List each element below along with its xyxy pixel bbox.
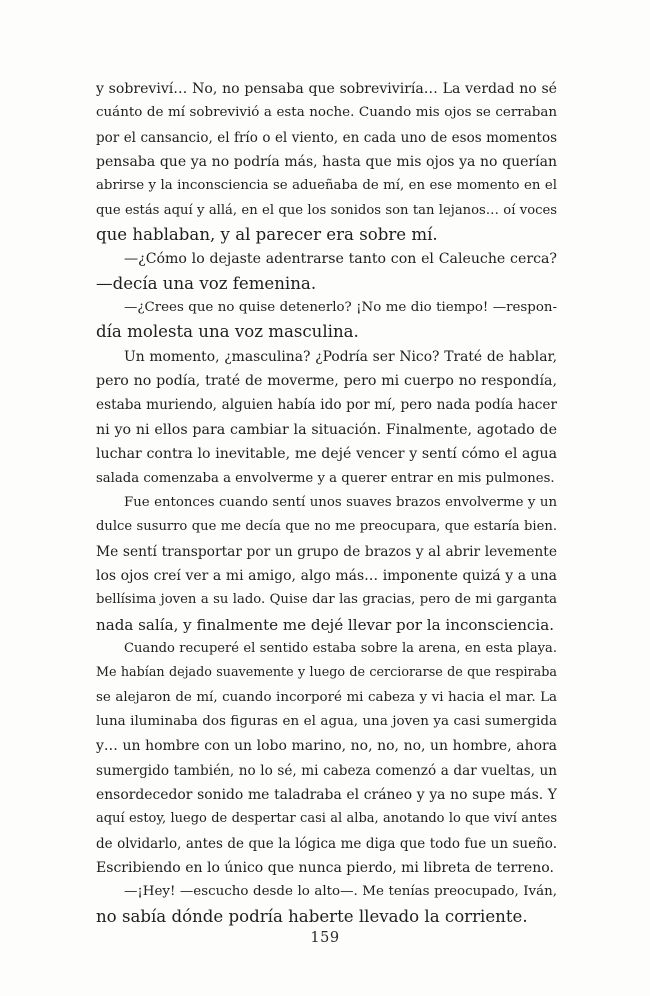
- text-line: no sabía dónde podría haberte llevado la corriente.: [96, 906, 528, 926]
- text-line: y… un hombre con un lobo marino, no, no, no, un hombre, ahora: [96, 738, 557, 755]
- text-line: luchar contra lo inevitable, me dejé vencer y sentí cómo el agua: [96, 446, 557, 463]
- text-line: estaba muriendo, alguien había ido por mí, pero nada podía hacer: [96, 397, 557, 414]
- text-line: Cuando recuperé el sentido estaba sobre la arena, en esta playa.: [124, 640, 557, 656]
- text-line: —¡Hey! —escucho desde lo alto—. Me tenías preocupado, Iván,: [124, 884, 557, 900]
- text-line: bellísima joven a su lado. Quise dar las gracias, pero de mi garganta: [96, 592, 557, 608]
- text-line: día molesta una voz masculina.: [96, 322, 359, 342]
- text-line: Escribiendo en lo único que nunca pierdo, mi libreta de terreno.: [96, 860, 554, 876]
- text-line: Me sentí transportar por un grupo de brazos y al abrir levemente: [96, 543, 557, 560]
- text-line: —¿Cómo lo dejaste adentrarse tanto con el Caleuche cerca?: [124, 251, 557, 268]
- text-line: —decía una voz femenina.: [96, 273, 317, 293]
- text-line: que hablaban, y al parecer era sobre mí.: [96, 225, 438, 245]
- text-line: luna iluminaba dos figuras en el agua, una joven ya casi sumergida: [96, 713, 557, 729]
- text-line: se alejaron de mí, cuando incorporé mi cabeza y vi hacia el mar. La: [96, 689, 557, 705]
- text-line: —¿Crees que no quise detenerlo? ¡No me dio tiempo! —respon-: [124, 300, 557, 316]
- text-line: que estás aquí y allá, en el que los sonidos son tan lejanos… oí voces: [96, 202, 557, 218]
- text-line: abrirse y la inconsciencia se adueñaba de mí, en ese momento en el: [96, 178, 557, 194]
- text-line: cuánto de mí sobrevivió a esta noche. Cuando mis ojos se cerraban: [96, 105, 557, 121]
- text-line: Fue entonces cuando sentí unos suaves brazos envolverme y un: [124, 494, 557, 510]
- text-line: Un momento, ¿masculina? ¿Podría ser Nico? Traté de hablar,: [124, 348, 557, 365]
- text-line: pero no podía, traté de moverme, pero mi cuerpo no respondía,: [96, 373, 557, 390]
- text-line: ni yo ni ellos para cambiar la situación. Finalmente, agotado de: [96, 421, 557, 438]
- text-line: pensaba que ya no podría más, hasta que mis ojos ya no querían: [96, 154, 557, 171]
- page-number: 159: [310, 930, 340, 946]
- text-line: sumergido también, no lo sé, mi cabeza comenzó a dar vueltas, un: [96, 762, 557, 779]
- text-line: los ojos creí ver a mi amigo, algo más… imponente quizá y a una: [96, 567, 557, 584]
- text-line: aquí estoy, luego de despertar casi al alba, anotando lo que viví antes: [96, 811, 557, 827]
- text-line: y sobreviví… No, no pensaba que sobreviviría… La verdad no sé: [96, 81, 557, 97]
- text-line: ensordecedor sonido me taladraba el cráneo y ya no supe más. Y: [96, 786, 557, 803]
- text-line: salada comenzaba a envolverme y a querer entrar en mis pulmones.: [96, 470, 555, 486]
- text-line: dulce susurro que me decía que no me preocupara, que estaría bien.: [96, 519, 557, 535]
- text-line: de olvidarlo, antes de que la lógica me diga que todo fue un sueño.: [96, 835, 557, 852]
- body-text: [96, 77, 557, 929]
- text-line: por el cansancio, el frío o el viento, en cada uno de esos momentos: [96, 129, 557, 146]
- text-line: Me habían dejado suavemente y luego de cerciorarse de que respiraba: [96, 665, 557, 681]
- text-line: nada salía, y finalmente me dejé llevar por la inconsciencia.: [96, 615, 555, 634]
